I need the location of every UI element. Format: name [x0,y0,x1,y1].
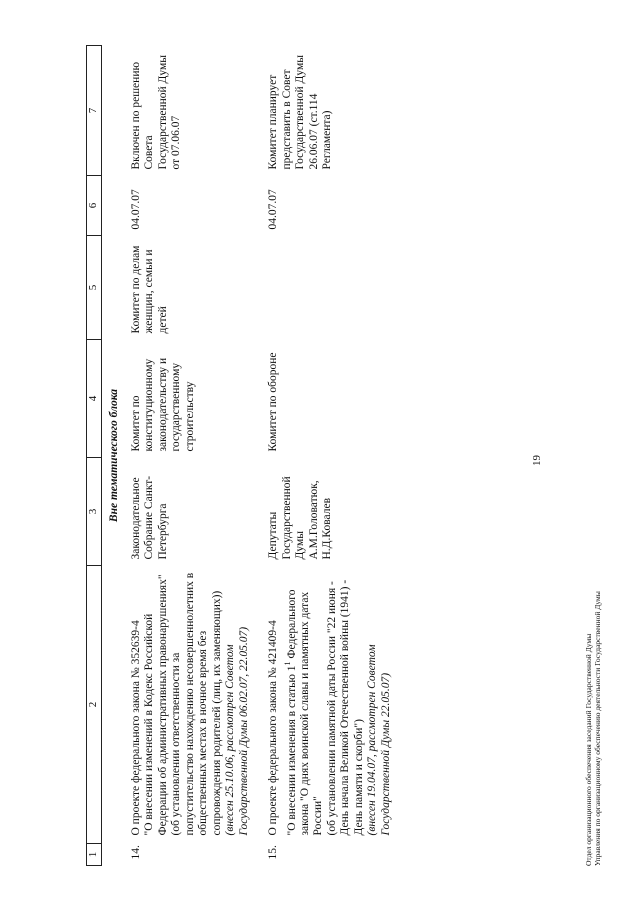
column-number-row [87,46,102,866]
bill-body-sup: 1 [282,661,292,666]
bill-history: (внесен 19.04.07, рассмотрен Советом Государственной Думы 22.05.07) [366,644,392,836]
date-cell: 04.07.07 [267,189,279,230]
co-executor-cell [267,236,409,340]
column-number: 3 [87,458,102,566]
initiator-cell: Законодательное Собрание Санкт-Петербурга [129,475,169,560]
footer-line: Отдел организационного обеспечения заседаний Государственной Думы [584,633,593,866]
table-row [130,46,268,866]
bill-body: "О внесении изменений в Кодекс Российской Федерации об административных правонарушениях" [143,574,169,836]
bill-body-post: Федерального закона "О днях воинской славы и памятных датах России" [285,589,325,836]
rotated-page [86,46,606,866]
bill-body [281,572,326,836]
column-number: 5 [87,236,102,340]
column-number: 2 [87,566,102,844]
bill-title [130,572,252,836]
footer-line: Управления по организационному обеспечению деятельности Государственной Думы [593,591,602,866]
initiator-cell: Депутаты Государственной Думы А.М.Головатюк, Н.Д.Ковалев [267,476,333,560]
bill-title [267,572,393,836]
bill-lead: О проекте федерального закона № 352639-4 [129,620,142,836]
note-cell: Включен по решению Совета Государственной Думы от 07.06.07 [129,55,182,170]
column-number: 6 [87,176,102,236]
responsible-committee-cell: Комитет по конституционному законодательству и государственному строительству [129,357,196,452]
co-executor-cell: Комитет по делам женщин, семьи и детей [129,245,169,334]
column-number: 7 [87,46,102,176]
row-number: 14. [129,845,142,860]
date-cell: 04.07.07 [129,189,142,230]
note-cell: Комитет планирует представить в Совет Государственной Думы 26.06.07 (ст.114 Регламента) [267,55,333,170]
column-number: 1 [87,844,102,866]
bill-history: (внесен 25.10.06, рассмотрен Советом Государственной Думы 06.02.07, 22.05.07) [224,626,250,836]
bill-note: (об установлении ответственности за попустительство нахождению несовершеннолетних в общественных местах в ночное время без сопровождения родителей (лиц, их заменяющих)) [170,572,223,836]
column-number: 4 [87,340,102,458]
table-row [267,46,409,866]
section-title: Вне тематического блока [108,388,120,523]
bill-note: (об установлении памятной даты России "22 июня - День начала Великой Отечественной войны (1941) - День памяти и скорби") [325,579,365,836]
responsible-committee-cell: Комитет по обороне [267,352,279,452]
row-number: 15. [267,845,279,860]
agenda-table [86,45,409,866]
page-number: 19 [531,455,543,466]
bill-body-pre: "О внесении изменения в статью 1 [285,665,298,836]
section-row [102,46,130,866]
bill-lead: О проекте федерального закона № 421409-4 [267,620,279,836]
